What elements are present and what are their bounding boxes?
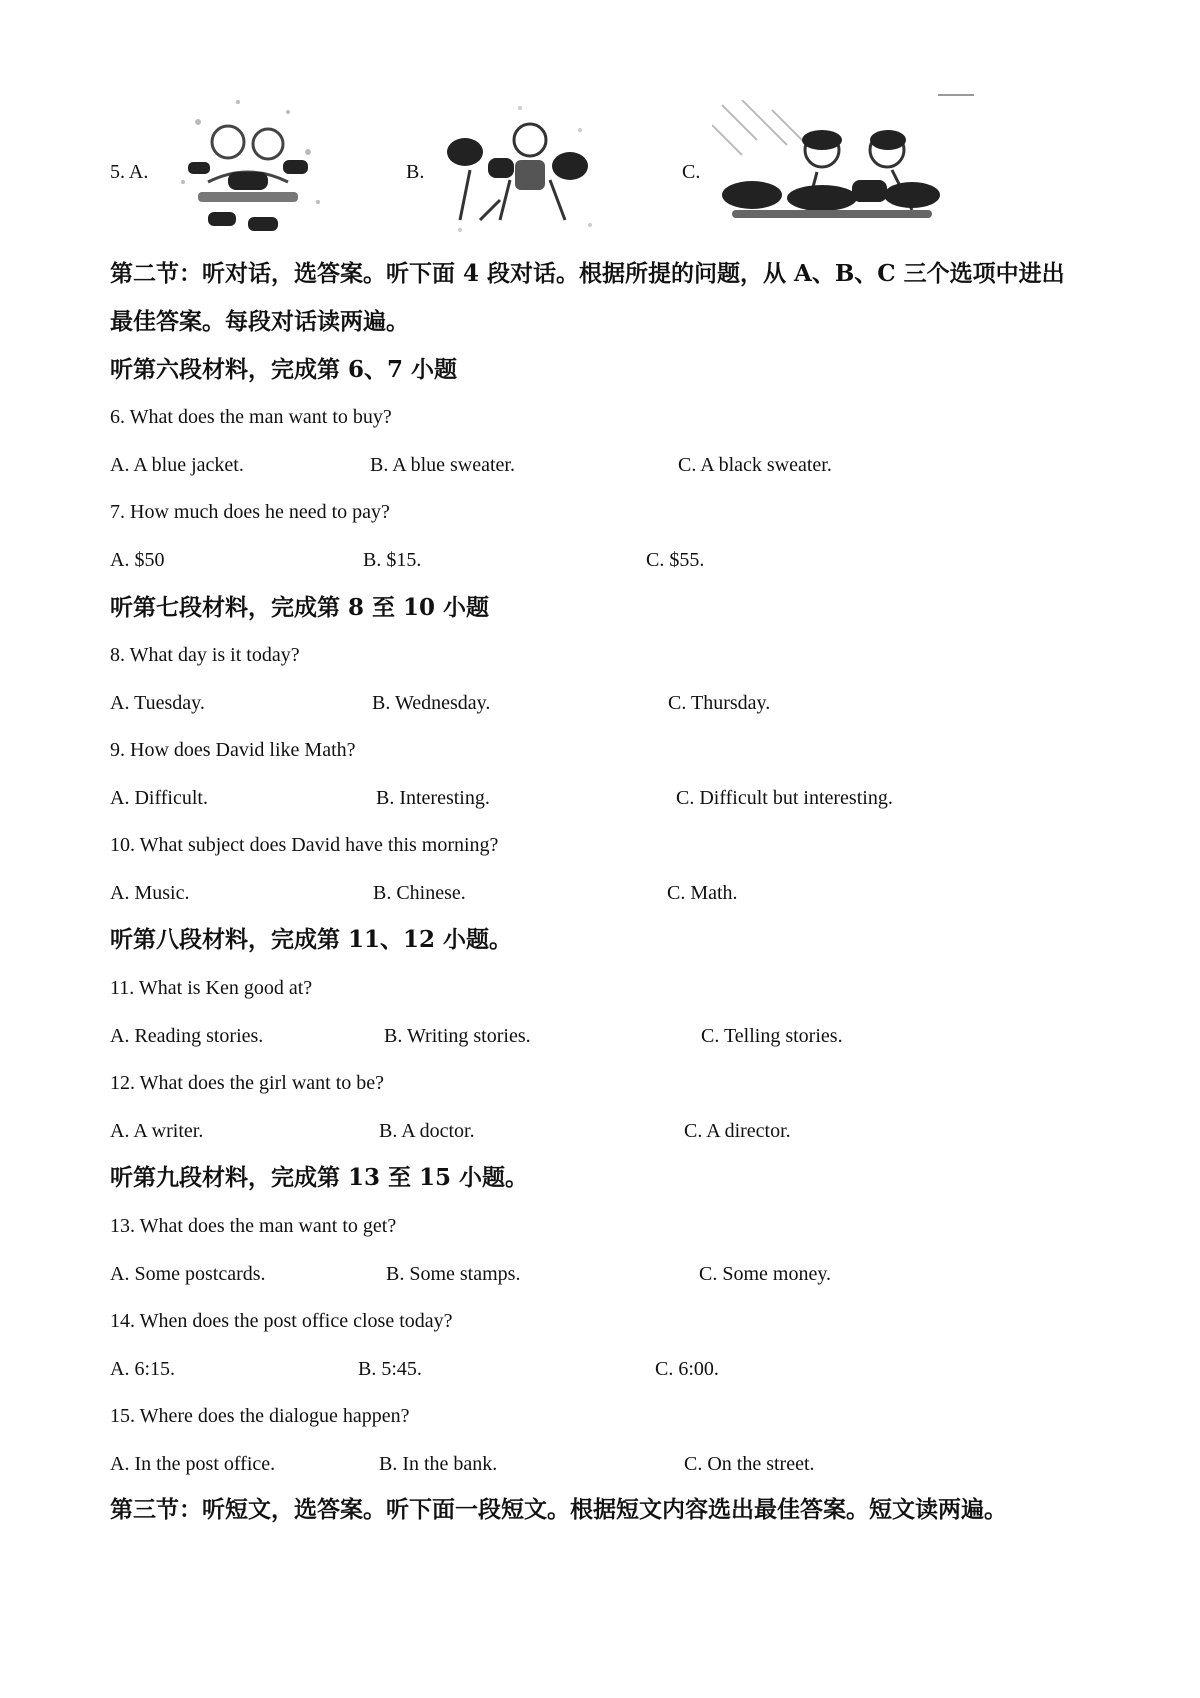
q5-picture-c (712, 100, 952, 245)
question-text: 10. What subject does David have this morning? (110, 834, 499, 856)
option-b: B. A blue sweater. (370, 454, 515, 476)
option-b: B. $15. (363, 549, 422, 571)
option-a: A. Difficult. (110, 787, 208, 809)
option-c: C. A director. (684, 1120, 791, 1142)
top-dash (938, 94, 974, 96)
option-a: A. A writer. (110, 1120, 204, 1142)
question-text: 8. What day is it today? (110, 644, 300, 666)
question-text: 14. When does the post office close today? (110, 1310, 453, 1332)
question-text: 13. What does the man want to get? (110, 1215, 397, 1237)
option-c: C. A black sweater. (678, 454, 832, 476)
question-text: 11. What is Ken good at? (110, 977, 313, 999)
option-a: A. Some postcards. (110, 1263, 266, 1285)
option-a: A. Music. (110, 882, 190, 904)
option-c: C. Telling stories. (701, 1025, 843, 1047)
q5-picture-b (440, 100, 600, 240)
question-text: 15. Where does the dialogue happen? (110, 1405, 410, 1427)
group-header: 听第六段材料，完成第 6、7 小题 (110, 356, 458, 383)
option-b: B. Chinese. (373, 882, 466, 904)
option-a: A. Tuesday. (110, 692, 205, 714)
option-c: C. $55. (646, 549, 705, 571)
group-header: 听第九段材料，完成第 13 至 15 小题。 (110, 1164, 529, 1191)
option-c: C. Math. (667, 882, 738, 904)
option-b: B. Writing stories. (384, 1025, 531, 1047)
group-header: 听第八段材料，完成第 11、12 小题。 (110, 926, 513, 953)
question-text: 6. What does the man want to buy? (110, 406, 392, 428)
option-a: A. $50 (110, 549, 165, 571)
question-text: 9. How does David like Math? (110, 739, 356, 761)
option-b: B. In the bank. (379, 1453, 498, 1475)
option-b: B. Wednesday. (372, 692, 491, 714)
group-header: 听第七段材料，完成第 8 至 10 小题 (110, 594, 490, 621)
option-c: C. On the street. (684, 1453, 815, 1475)
option-b: B. 5:45. (358, 1358, 422, 1380)
option-c: C. Some money. (699, 1263, 832, 1285)
option-c: C. Difficult but interesting. (676, 787, 893, 809)
section3-heading: 第三节：听短文，选答案。听下面一段短文。根据短文内容选出最佳答案。短文读两遍。 (110, 1496, 1007, 1523)
section2-heading-line1: 第二节：听对话，选答案。听下面 4 段对话。根据所提的问题，从 A、B、C 三个选项中进出 (110, 260, 1065, 287)
section2-heading-line2: 最佳答案。每段对话读两遍。 (110, 308, 409, 335)
option-c: C. 6:00. (655, 1358, 719, 1380)
q5-label-b: B. (406, 161, 425, 183)
option-b: B. Some stamps. (386, 1263, 521, 1285)
option-b: B. A doctor. (379, 1120, 475, 1142)
option-a: A. 6:15. (110, 1358, 175, 1380)
q5-picture-a (168, 92, 328, 242)
question-text: 12. What does the girl want to be? (110, 1072, 385, 1094)
option-a: A. Reading stories. (110, 1025, 264, 1047)
question-text: 7. How much does he need to pay? (110, 501, 390, 523)
option-b: B. Interesting. (376, 787, 490, 809)
q5-label-a: 5. A. (110, 161, 149, 183)
option-a: A. A blue jacket. (110, 454, 244, 476)
option-a: A. In the post office. (110, 1453, 276, 1475)
option-c: C. Thursday. (668, 692, 771, 714)
q5-label-c: C. (682, 161, 701, 183)
